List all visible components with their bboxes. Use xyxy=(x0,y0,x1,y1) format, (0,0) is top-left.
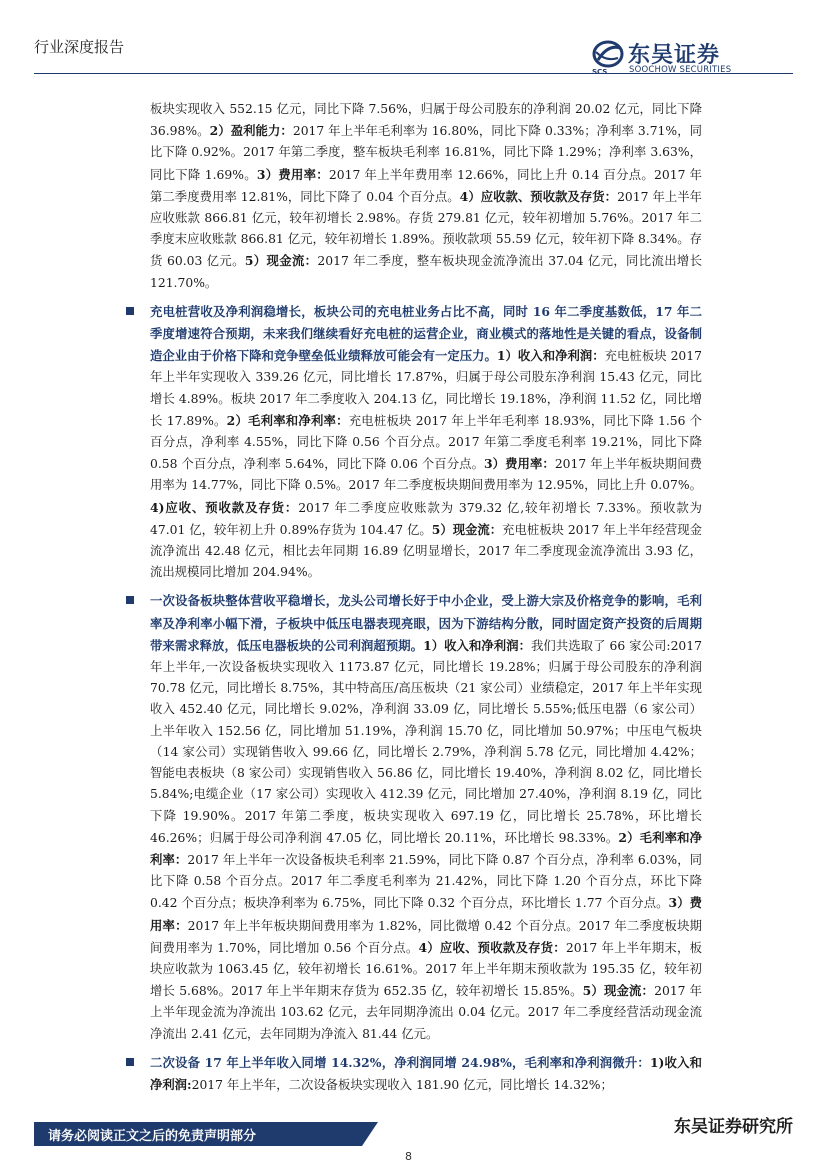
section-label: 5）现金流： xyxy=(431,521,503,537)
section-label: 5）现金流： xyxy=(582,983,655,999)
section-label: 2）毛利率和净利率： xyxy=(150,829,703,867)
square-bullet-icon xyxy=(126,596,134,604)
square-bullet-icon xyxy=(126,1058,134,1066)
section-label: 2）毛利率和净利率： xyxy=(226,412,349,428)
paragraph-text xyxy=(150,590,702,1044)
paragraph xyxy=(150,1052,702,1096)
paragraph xyxy=(150,301,702,584)
body-text: 2017 年上半年费用率 12.66%，同比上升 0.14 百分点。2017 年第二季度费用率 12.81%，同比下降了 0.04 个百分点。 xyxy=(150,167,703,204)
body-text: 2017 年上半年应收账款 866.81 亿元，较年初增长 2.98%。存货 279.81 亿元，较年初增加 5.76%。2017 年二季度末应收账款 866.81 亿元，较年初增长 1.89%。预收款项 55.59 亿元，较年初下降 8.34%。存货 60.03 亿元。 xyxy=(150,189,703,269)
paragraph-text xyxy=(150,1052,702,1096)
body-text: 2017 年二季度，整车板块现金流净流出 37.04 亿元，同比流出增长 121.70%。 xyxy=(150,254,702,290)
logo-chinese-name: 东吴证券 xyxy=(628,43,721,68)
body-text: 充电桩板块 2017 年上半年经营现金流净流出 42.48 亿元，相比去年同期 16.89 亿明显增长，2017 年二季度现金流净流出 3.93 亿，流出规模同比增加 204.94%。 xyxy=(150,522,703,580)
section-label: 3）费用率： xyxy=(256,166,329,182)
body-text: 我们共选取了 66 家公司:2017 年上半年,一次设备板块实现收入 1173.87 亿元，同比增长 19.28%；归属于母公司股东的净利润 70.78 亿元，同比增长 8.75%，其中特高压/高压板块（21 家公司）业绩稳定，2017 年上半年实现收入 452.40 亿元，同比增长 9.02%，净利润 33.09 亿，同比增长 5.55%;低压电器（6 家公司）上半年收入 152.56 亿，同比增加 51.19%，净利润 15.70 亿，同比增加 50.97%；中压电气板块（14 家公司）实现销售收入 99.66 亿，同比增长 2.79%，净利润 5.78 亿元，同比增加 4.42%；智能电表板块（8 家公司）实现销售收入 56.86 亿，同比增长 19.40%，净利润 8.02 亿，同比增长 5.84%;电缆企业（17 家公司）实现收入 412.39 亿元，同比增加 27.40%，净利润 8.19 亿，同比下降 19.90%。2017 年第二季度，板块实现收入 697.19 亿，同比增长 25.78%，环比增长 46.26%；归属于母公司净利润 47.05 亿，同比增长 20.11%，环比增长 98.33%。 xyxy=(150,638,702,845)
footer-banner-tip xyxy=(362,1122,378,1146)
section-label: 2）盈利能力： xyxy=(209,123,293,139)
paragraph xyxy=(150,590,702,1044)
section-label: 3）费用率： xyxy=(484,456,555,472)
section-label: 1）收入和净利润： xyxy=(423,637,532,653)
logo-english-name: SOOCHOW SECURITIES xyxy=(629,65,732,75)
footer-disclaimer-text: 请务必阅读正文之后的免责声明部分 xyxy=(48,1129,257,1144)
logo-abbreviation: SCS xyxy=(592,68,608,76)
footer-institute-name: 东吴证券研究所 xyxy=(674,1117,793,1137)
body-text: 2017 年上半年板块期间费用率为 14.77%，同比下降 0.5%。2017 年二季度板块期间费用率为 12.95%，同比上升 0.07%。 xyxy=(150,457,702,493)
section-label: 4)应收、预收款及存货： xyxy=(150,499,299,515)
paragraph-text xyxy=(150,99,702,294)
section-label: 3）费用率： xyxy=(150,895,702,933)
body-text: 板块实现收入 552.15 亿元，同比下降 7.56%，归属于母公司股东的净利润 20.02 亿元，同比下降 36.98%。 xyxy=(150,102,702,139)
header-divider xyxy=(34,73,793,74)
body-text: 2017 年上半年一次设备板块毛利率 21.59%，同比下降 0.87 个百分点，净利率 6.03%，同比下降 0.58 个百分点。2017 年二季度毛利率为 21.42%，同比下降 1.20 个百分点，环比下降 0.42 个百分点；板块净利率为 6.75%，同比下降 0.32 个百分点，环比增长 1.77 个百分点。 xyxy=(150,852,703,911)
body-text: 2017 年上半年板块期间费用率为 1.82%，同比微增 0.42 个百分点。2017 年二季度板块期间费用率为 1.70%，同比增加 0.56 个百分点。 xyxy=(150,918,703,955)
section-label: 1)收入和净利润: xyxy=(150,1054,702,1092)
highlight-summary: 一次设备板块整体营收平稳增长，龙头公司增长好于中小企业，受上游大宗及价格竞争的影响，毛利率及净利率小幅下滑，子板块中低压电器表现亮眼，因为下游结构分散，同时固定资产投资的后周期带来需求释放，低压电器板块的公司利润超预期。 xyxy=(150,593,702,653)
company-logo xyxy=(592,40,792,74)
body-text: 充电桩板块 2017 年上半年实现收入 339.26 亿元，同比增长 17.87%，归属于母公司股东净利润 15.43 亿元，同比增长 4.89%。板块 2017 年二季度收入 204.13 亿，同比增长 19.18%，净利润 11.52 亿，同比增长 17.89%。 xyxy=(150,349,702,428)
body-text: 充电桩板块 2017 年上半年毛利率 18.93%，同比下降 1.56 个百分点，净利率 4.55%，同比下降 0.56 个百分点。2017 年第二季度毛利率 19.21%，同比下降 0.58 个百分点，净利率 5.64%，同比下降 0.06 个百分点。 xyxy=(150,413,702,472)
report-type-label: 行业深度报告 xyxy=(34,38,125,56)
square-bullet-icon xyxy=(126,307,134,315)
highlight-summary: 二次设备 17 年上半年收入同增 14.32%，净利润同增 24.98%，毛利率和净利润微升： xyxy=(150,1054,650,1070)
report-body xyxy=(150,99,702,1103)
footer-disclaimer-banner xyxy=(34,1122,362,1146)
section-label: 4）应收、预收款及存货： xyxy=(418,939,566,955)
paragraph xyxy=(150,99,702,294)
paragraph-text xyxy=(150,301,702,584)
section-label: 1）收入和净利润： xyxy=(496,348,605,364)
body-text: 2017 年二季度应收账款为 379.32 亿,较年初增长 7.33%。预收款为 47.01 亿，较年初上升 0.89%存货为 104.47 亿。 xyxy=(150,500,702,537)
body-text: 2017 年上半年毛利率为 16.80%，同比下降 0.33%；净利率 3.71%，同比下降 0.92%。2017 年第二季度，整车板块毛利率 16.81%，同比下降 1.29%；净利率 3.63%，同比下降 1.69%。 xyxy=(150,124,702,182)
body-text: 2017 年上半年，二次设备板块实现收入 181.90 亿元，同比增长 14.32%； xyxy=(191,1077,613,1092)
body-text: 2017 年上半年现金流为净流出 103.62 亿元，去年同期净流出 0.04 亿元。2017 年二季度经营活动现金流净流出 2.41 亿元，去年同期为净流入 81.44 亿元。 xyxy=(150,984,702,1041)
page-number: 8 xyxy=(405,1150,412,1163)
body-text: 2017 年上半年期末，板块应收款为 1063.45 亿，较年初增长 16.61%。2017 年上半年期末预收款为 195.35 亿，较年初增长 5.68%。2017 年上半年期末存货为 652.35 亿，较年初增长 15.85%。 xyxy=(150,940,702,999)
section-label: 4）应收款、预收款及存货： xyxy=(459,188,618,204)
logo-mark-icon xyxy=(592,40,624,68)
section-label: 5）现金流： xyxy=(244,253,318,269)
highlight-summary: 充电桩营收及净利润稳增长，板块公司的充电桩业务占比不高，同时 16 年二季度基数低，17 年二季度增速符合预期，未来我们继续看好充电桩的运营企业，商业模式的落地性是关键的看点，设备制造企业由于价格下降和竞争壁垒低业绩释放可能会有一定压力。 xyxy=(150,303,702,364)
